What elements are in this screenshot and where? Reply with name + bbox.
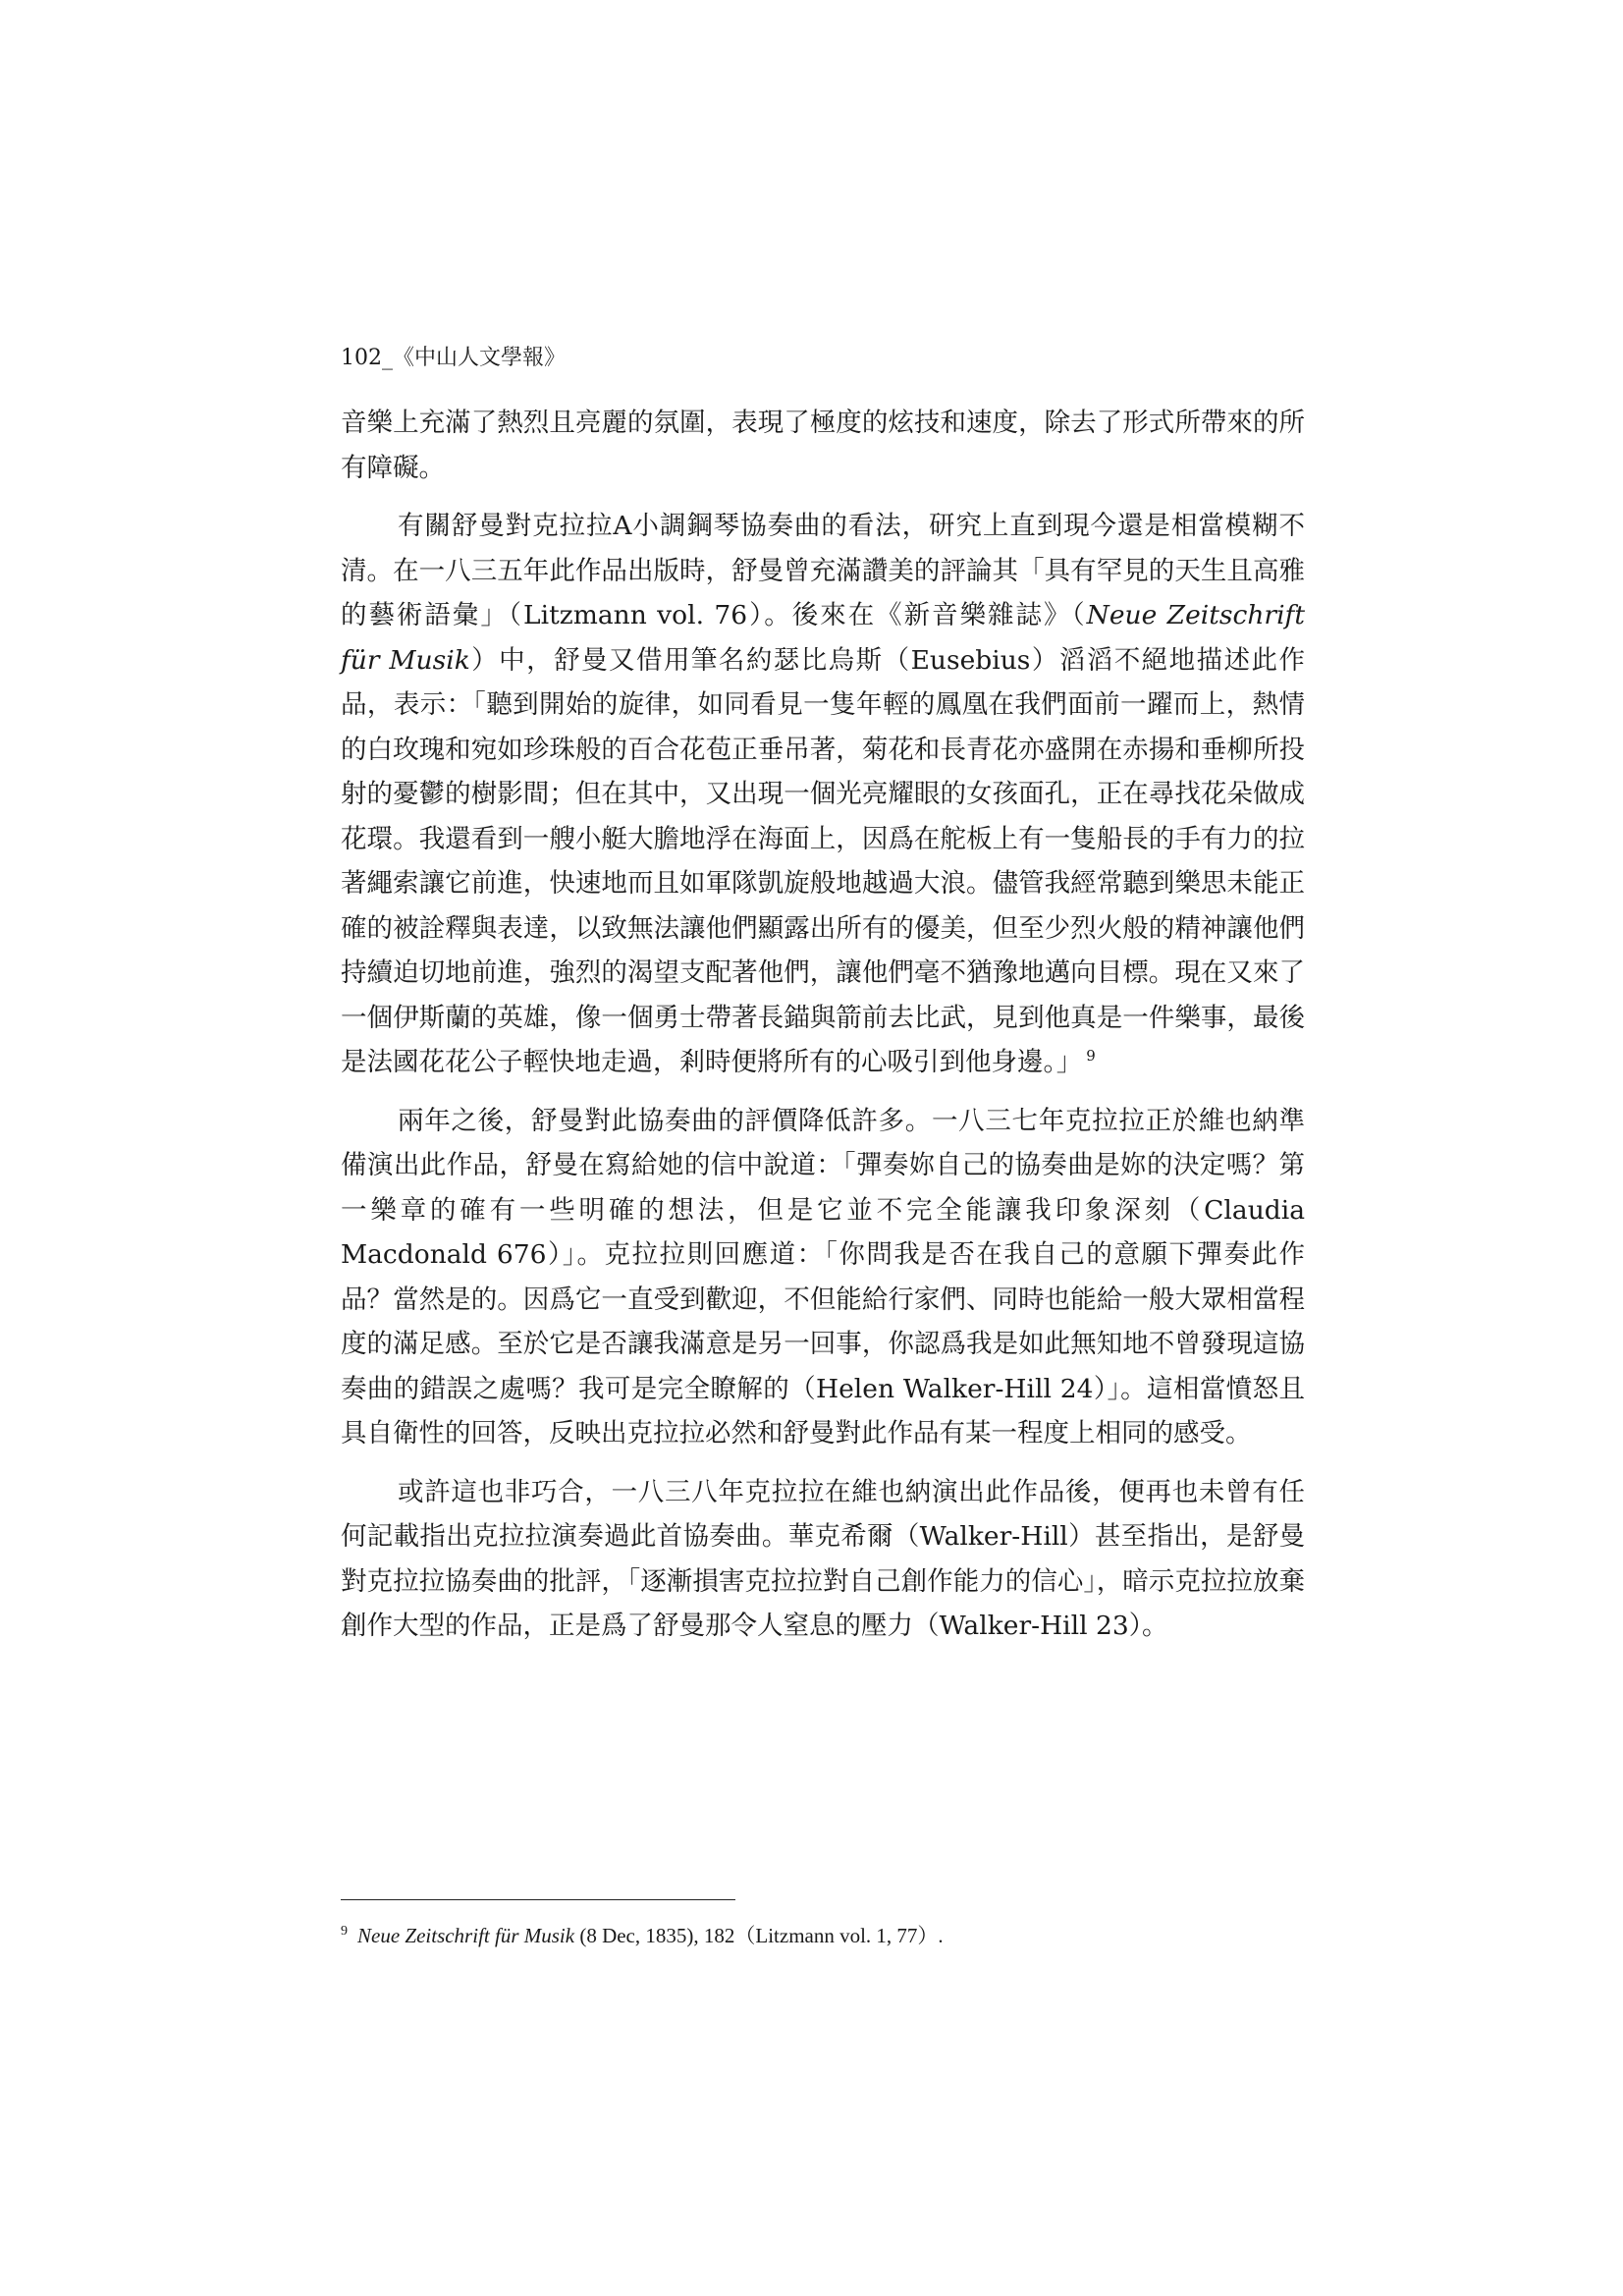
footnote-area bbox=[341, 1921, 1305, 1950]
italic-title: Neue Zeitschrift für Musik bbox=[341, 600, 1305, 676]
paragraph-text: 有關舒曼對克拉拉A小調鋼琴協奏曲的看法，研究上直到現今還是相當模糊不清。在一八三五年此作品出版時，舒曼曾充滿讚美的評論其「具有罕見的天生且高雅的藝術語彙」（Litzmann vol. 76）。後來在《新音樂雜誌》（ bbox=[341, 511, 1305, 630]
body-text bbox=[341, 401, 1305, 1649]
paragraph-text: 音樂上充滿了熱烈且亮麗的氛圍，表現了極度的炫技和速度，除去了形式所帶來的所有障礙。 bbox=[341, 408, 1305, 483]
paragraph bbox=[341, 504, 1305, 1085]
paragraph bbox=[341, 1470, 1305, 1649]
footnote-divider bbox=[341, 1899, 735, 1900]
footnote-number: 9 bbox=[341, 1924, 348, 1939]
footnote-reference: 9 bbox=[1086, 1047, 1096, 1066]
paragraph bbox=[341, 401, 1305, 490]
paragraph-text: 或許這也非巧合，一八三八年克拉拉在維也納演出此作品後，便再也未曾有任何記載指出克拉拉演奏過此首協奏曲。華克希爾（Walker-Hill）甚至指出，是舒曼對克拉拉協奏曲的批評，「逐漸損害克拉拉對自己創作能力的信心」，暗示克拉拉放棄創作大型的作品，正是爲了舒曼那令人窒息的壓力（Walker-Hill 23）。 bbox=[341, 1476, 1305, 1641]
footnote-italic-title: Neue Zeitschrift für Musik bbox=[357, 1924, 575, 1947]
paragraph-text: ）中，舒曼又借用筆名約瑟比烏斯（Eusebius）滔滔不絕地描述此作品，表示：「聽到開始的旋律，如同看見一隻年輕的鳳凰在我們面前一躍而上，熱情的白玫瑰和宛如珍珠般的百合花苞正垂吊著，菊花和長青花亦盛開在赤揚和垂柳所投射的憂鬱的樹影間；但在其中，又出現一個光亮耀眼的女孩面孔，正在尋找花朵做成花環。我還看到一艘小艇大膽地浮在海面上，因爲在舵板上有一隻船長的手有力的拉著繩索讓它前進，快速地而且如軍隊凱旋般地越過大浪。儘管我經常聽到樂思未能正確的被詮釋與表達，以致無法讓他們顯露出所有的優美，但至少烈火般的精神讓他們持續迫切地前進，強烈的渴望支配著他們，讓他們毫不猶豫地邁向目標。現在又來了一個伊斯蘭的英雄，像一個勇士帶著長錨與箭前去比武，見到他真是一件樂事，最後是法國花花公子輕快地走過，剎時便將所有的心吸引到他身邊。」 bbox=[341, 644, 1305, 1077]
paragraph-text: 兩年之後，舒曼對此協奏曲的評價降低許多。一八三七年克拉拉正於維也納準備演出此作品，舒曼在寫給她的信中說道：「彈奏妳自己的協奏曲是妳的決定嗎？第一樂章的確有一些明確的想法，但是它並不完全能讓我印象深刻（Claudia Macdonald 676）」。克拉拉則回應道：「你問我是否在我自己的意願下彈奏此作品？當然是的。因爲它一直受到歡迎，不但能給行家們、同時也能給一般大眾相當程度的滿足感。至於它是否讓我滿意是另一回事，你認爲我是如此無知地不曾發現這協奏曲的錯誤之處嗎？我可是完全瞭解的（Helen Walker-Hill 24）」。這相當憤怒且具自衛性的回答，反映出克拉拉必然和舒曼對此作品有某一程度上相同的感受。 bbox=[341, 1105, 1305, 1449]
running-head: 102_《中山人文學報》 bbox=[341, 346, 566, 370]
paragraph bbox=[341, 1099, 1305, 1456]
footnote bbox=[341, 1921, 1305, 1950]
footnote-text: (8 Dec, 1835), 182（Litzmann vol. 1, 77）. bbox=[574, 1924, 944, 1947]
